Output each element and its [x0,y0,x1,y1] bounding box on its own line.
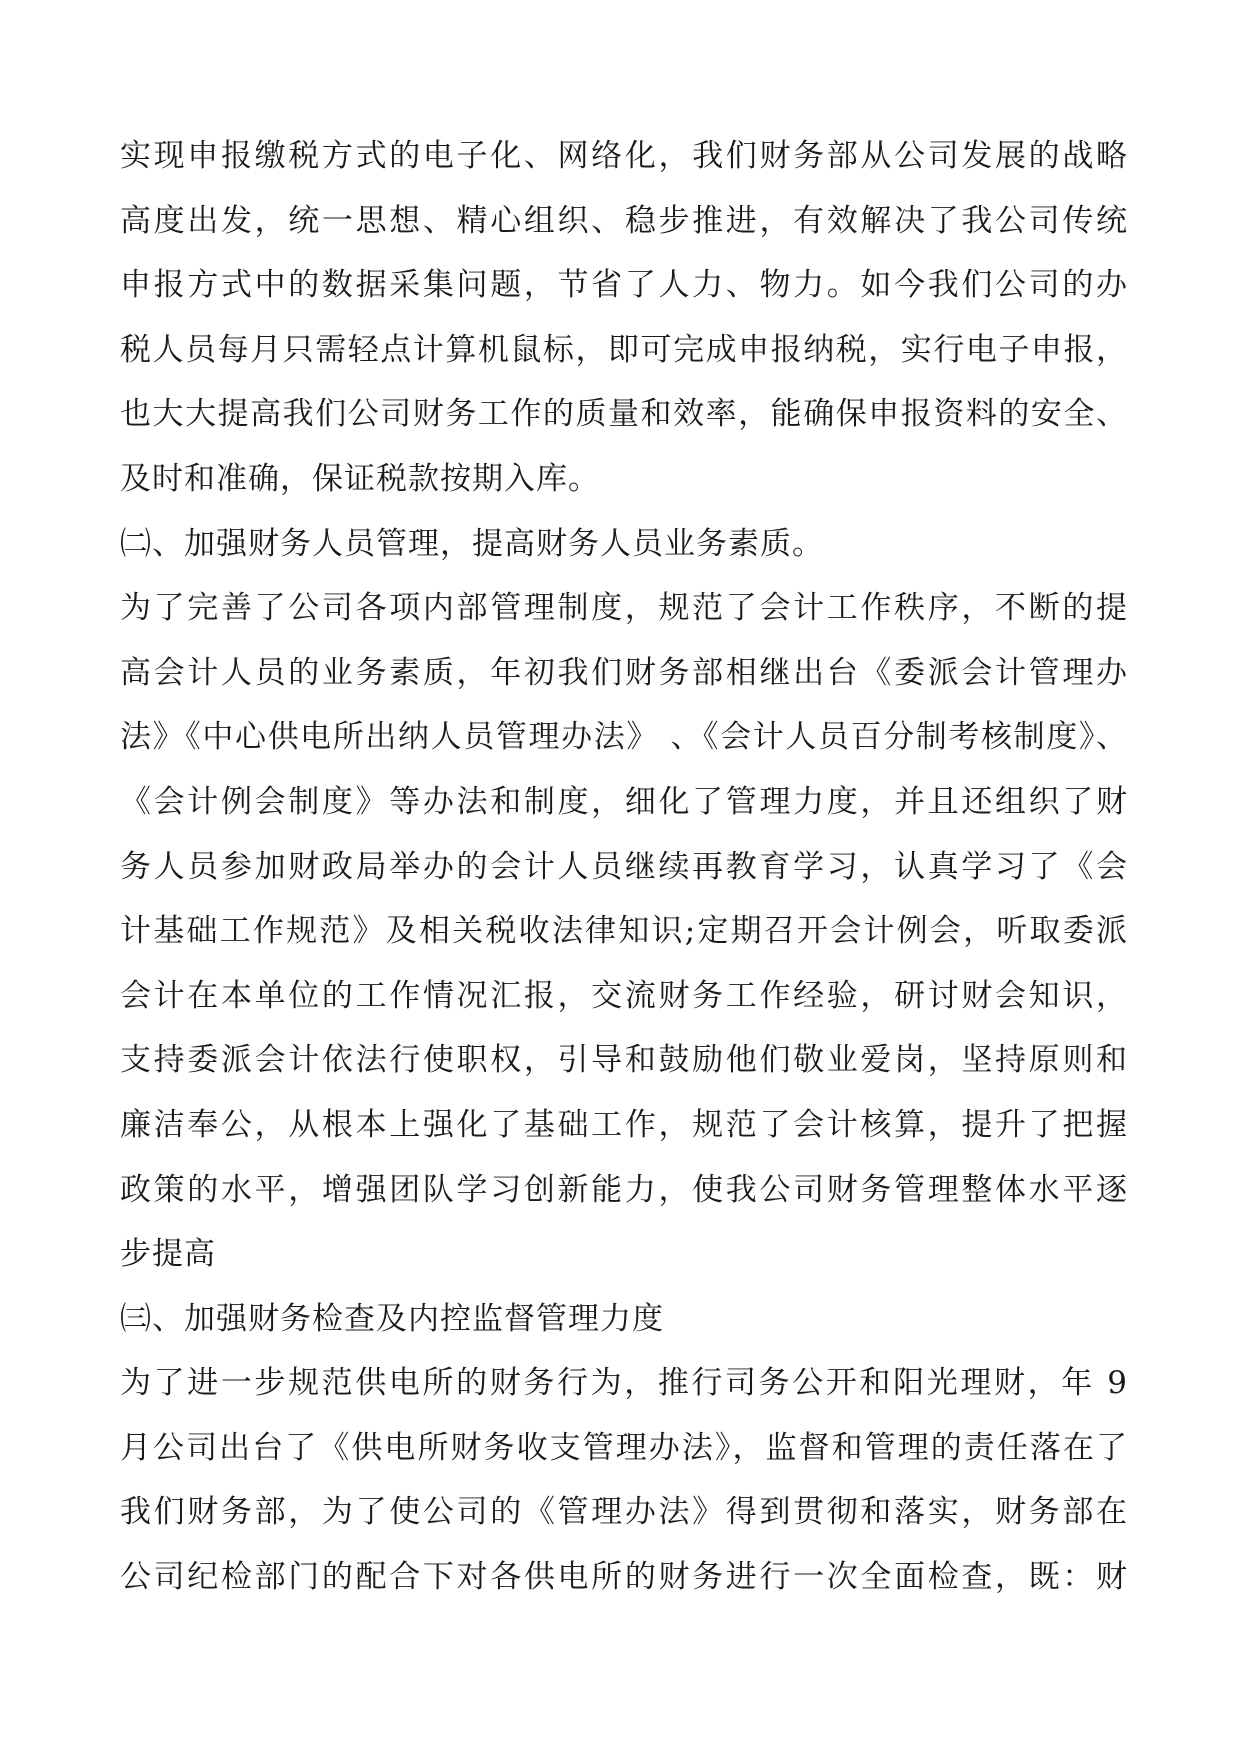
paragraph-line: 为了进一步规范供电所的财务行为，推行司务公开和阳光理财，年 9 [120,1365,1128,1402]
paragraph-line: 计基础工作规范》及相关税收法律知识;定期召开会计例会，听取委派 [120,913,1128,950]
paragraph-line: 廉洁奉公，从根本上强化了基础工作，规范了会计核算，提升了把握 [120,1106,1128,1143]
paragraph-line: 我们财务部，为了使公司的《管理办法》得到贯彻和落实，财务部在 [120,1494,1128,1531]
paragraph-line: 月公司出台了《供电所财务收支管理办法》，监督和管理的责任落在了 [120,1429,1128,1466]
paragraph-line: 法》《中心供电所出纳人员管理办法》 、《会计人员百分制考核制度》、 [120,719,1128,756]
paragraph-line: 及时和准确，保证税款按期入库。 [120,460,600,497]
document-body [120,124,1128,1610]
section-heading: ㈡、加强财务人员管理，提高财务人员业务素质。 [120,525,824,562]
paragraph-line: 为了完善了公司各项内部管理制度，规范了会计工作秩序，不断的提 [120,590,1128,627]
paragraph-line: 实现申报缴税方式的电子化、网络化，我们财务部从公司发展的战略 [120,138,1128,174]
paragraph-line: 步提高 [120,1236,216,1273]
paragraph-line: 税人员每月只需轻点计算机鼠标，即可完成申报纳税，实行电子申报， [120,331,1128,368]
paragraph-line: 高度出发，统一思想、精心组织、稳步推进，有效解决了我公司传统 [120,202,1128,239]
paragraph-line: 《会计例会制度》等办法和制度，细化了管理力度，并且还组织了财 [120,783,1128,820]
paragraph-line: 务人员参加财政局举办的会计人员继续再教育学习，认真学习了《会 [120,848,1128,885]
paragraph-line: 高会计人员的业务素质，年初我们财务部相继出台《委派会计管理办 [120,654,1128,691]
paragraph-line: 申报方式中的数据采集问题，节省了人力、物力。如今我们公司的办 [120,267,1128,304]
paragraph-line: 也大大提高我们公司财务工作的质量和效率，能确保申报资料的安全、 [120,396,1128,433]
paragraph-line: 政策的水平，增强团队学习创新能力，使我公司财务管理整体水平逐 [120,1171,1128,1208]
paragraph-line: 会计在本单位的工作情况汇报，交流财务工作经验，研讨财会知识， [120,977,1128,1014]
paragraph-line: 公司纪检部门的配合下对各供电所的财务进行一次全面检查，既：财 [120,1559,1128,1596]
paragraph-line: 支持委派会计依法行使职权，引导和鼓励他们敬业爱岗，坚持原则和 [120,1042,1128,1079]
section-heading: ㈢、加强财务检查及内控监督管理力度 [120,1300,664,1337]
